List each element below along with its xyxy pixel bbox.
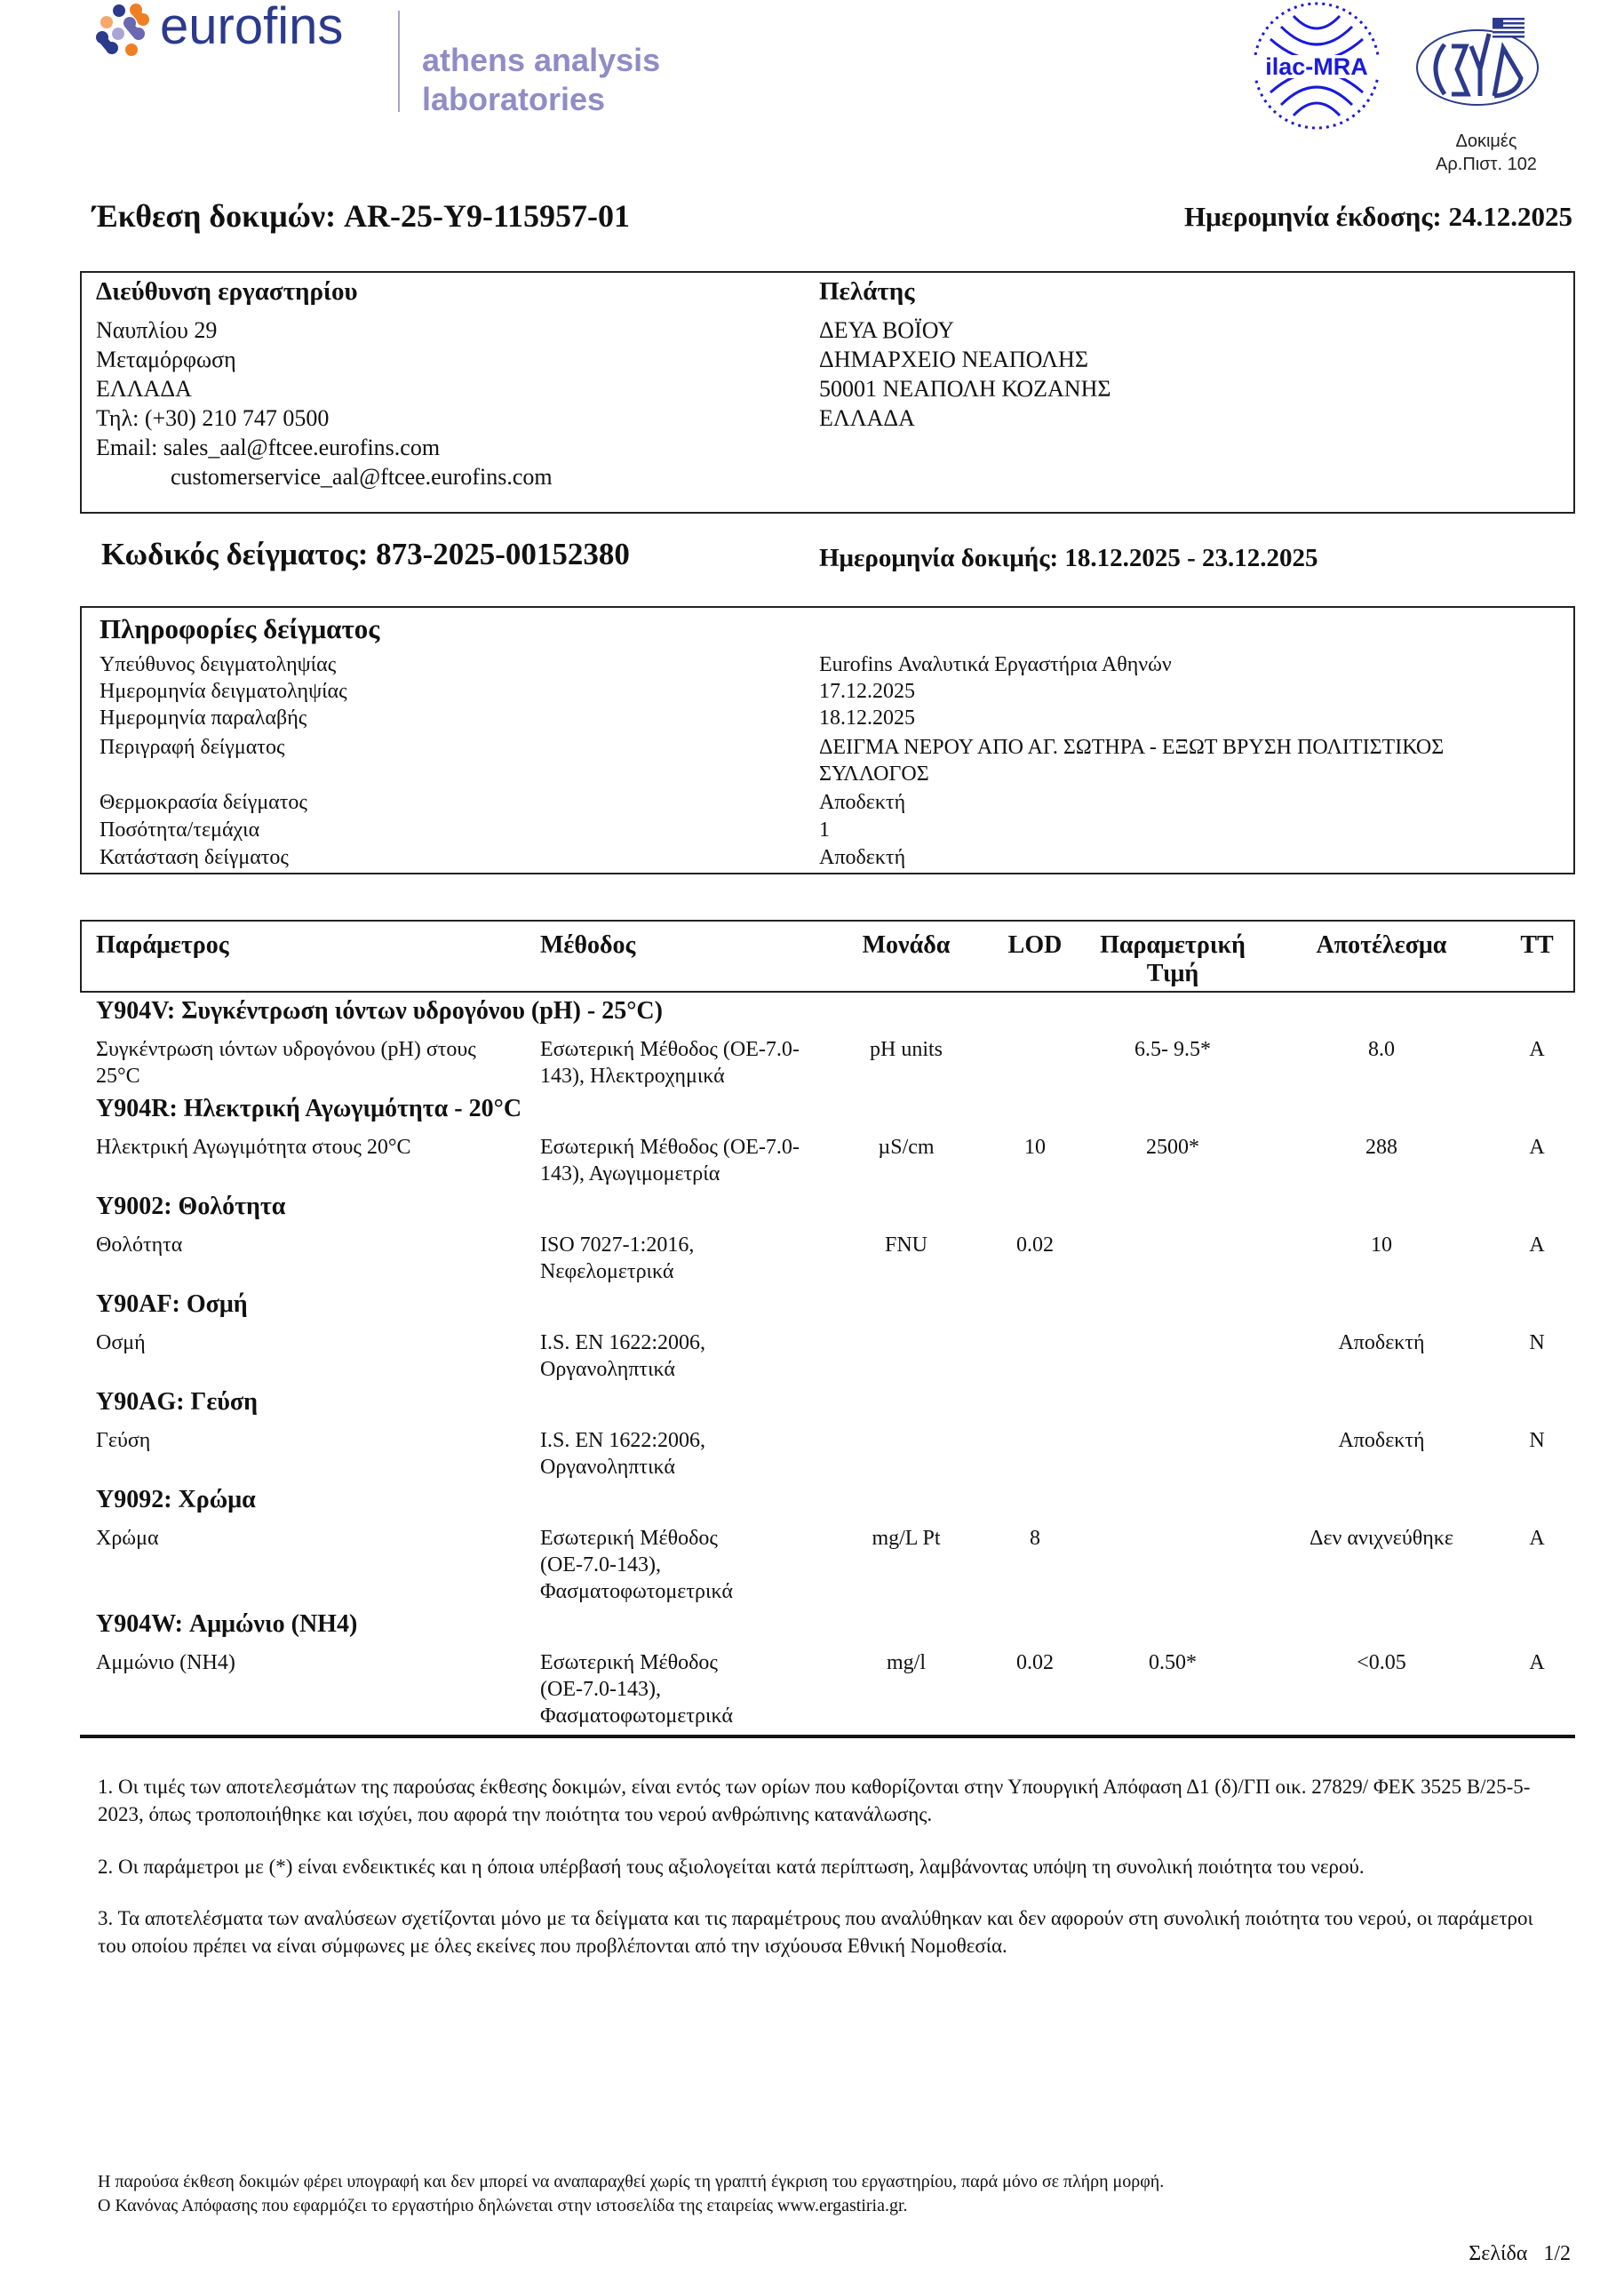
result-value: Αποδεκτή [1338, 1429, 1425, 1452]
lab-phone: Τηλ: (+30) 210 747 0500 [96, 405, 330, 431]
lab-email: Email: sales_aal@ftcee.eurofins.com [96, 435, 441, 460]
result-parameter: Χρώμα [96, 1527, 159, 1550]
result-unit: FNU [884, 1233, 927, 1257]
info-value: 18.12.2025 [819, 706, 915, 730]
result-parameter: Αμμώνιο (NH4) [96, 1651, 235, 1674]
result-group-title: Y904W: Αμμώνιο (NH4) [96, 1610, 358, 1638]
result-lod: 0.02 [1016, 1233, 1054, 1257]
result-value: Αποδεκτή [1338, 1331, 1425, 1354]
column-header-method: Μέθοδος [540, 931, 636, 959]
column-header-unit: Μονάδα [862, 931, 951, 959]
column-header-parametric-value-line1: Παραμετρική [1100, 931, 1246, 959]
logo-divider [398, 11, 400, 112]
info-value: Αποδεκτή [819, 791, 906, 814]
result-parameter: Συγκέντρωση ιόντων υδρογόνου (pH) στους 25°C [96, 1038, 476, 1088]
result-method: Εσωτερική Μέθοδος (ΟΕ-7.0-143), Αγωγιμομετρία [540, 1136, 800, 1185]
result-parameter: Θολότητα [96, 1233, 183, 1257]
greek-flag-icon [1493, 18, 1524, 38]
result-lod: 10 [1024, 1136, 1046, 1159]
result-group-title: Y90AF: Οσμή [96, 1290, 248, 1318]
brand-subtitle-line2: laboratories [422, 81, 606, 117]
client-line: ΕΛΛΑΔΑ [819, 405, 915, 431]
accreditation-type: Δοκιμές [1455, 132, 1517, 151]
client-line: 50001 ΝΕΑΠΟΛΗ ΚΟΖΑΝΗΣ [819, 376, 1111, 402]
info-key: Υπεύθυνος δειγματοληψίας [100, 653, 337, 676]
info-key: Περιγραφή δείγματος [100, 736, 285, 759]
result-tt: N [1529, 1331, 1545, 1354]
accreditation-number: Αρ.Πιστ. 102 [1436, 155, 1537, 174]
info-value: ΔΕΙΓΜΑ ΝΕΡΟΥ ΑΠΟ ΑΓ. ΣΩΤΗΡΑ - ΕΞΩΤ ΒΡΥΣΗ ΠΟΛΙΤΙΣΤΙΚΟΣ ΣΥΛΛΟΓΟΣ [819, 736, 1445, 786]
result-group-title: Y904V: Συγκέντρωση ιόντων υδρογόνου (pH) - 25°C) [96, 997, 663, 1025]
result-value: Δεν ανιχνεύθηκε [1310, 1527, 1453, 1550]
result-group-title: Y90AG: Γεύση [96, 1388, 258, 1416]
brand-name: eurofins [160, 0, 344, 55]
lab-address-line: Ναυπλίου 29 [96, 317, 218, 343]
result-lod: 0.02 [1016, 1651, 1054, 1674]
accreditation-text [1420, 130, 1553, 176]
info-value: Αποδεκτή [819, 846, 906, 869]
eurofins-logo-icon [94, 2, 153, 59]
result-method: Εσωτερική Μέθοδος (ΟΕ-7.0-143), Φασματοφωτομετρικά [540, 1527, 733, 1603]
result-parameter: Ηλεκτρική Αγωγιμότητα στους 20°C [96, 1136, 411, 1159]
result-method: Εσωτερική Μέθοδος (ΟΕ-7.0-143), Φασματοφωτομετρικά [540, 1651, 733, 1728]
page-number: Σελίδα 1/2 [1469, 2242, 1571, 2265]
result-method: I.S. EN 1622:2006, Οργανοληπτικά [540, 1331, 705, 1381]
result-value: <0.05 [1357, 1651, 1406, 1674]
footer-disclaimer [98, 2170, 1164, 2218]
result-parametric-value: 6.5- 9.5* [1134, 1038, 1211, 1061]
lab-email-secondary: customerservice_aal@ftcee.eurofins.com [171, 464, 553, 490]
info-key: Ημερομηνία παραλαβής [100, 706, 307, 730]
client-line: ΔΕΥΑ ΒΟΪΟΥ [819, 317, 954, 343]
svg-text:ilac-MRA: ilac-MRA [1265, 53, 1368, 80]
issue-date: Ημερομηνία έκδοσης: 24.12.2025 [1184, 201, 1572, 232]
footer-line-1: Η παρούσα έκθεση δοκιμών φέρει υπογραφή και δεν μπορεί να αναπαραχθεί χωρίς τη γραπτή έγκριση του εργαστηρίου, παρά μόνο σε πλήρη μορφή. [98, 2172, 1165, 2191]
column-header-tt: TT [1520, 931, 1554, 959]
result-unit: µS/cm [878, 1136, 935, 1159]
column-header-parameter: Παράμετρος [96, 931, 229, 959]
result-value: 8.0 [1368, 1038, 1395, 1061]
result-parameter: Οσμή [96, 1331, 146, 1354]
info-value: Eurofins Αναλυτικά Εργαστήρια Αθηνών [819, 653, 1172, 676]
result-tt: N [1529, 1429, 1545, 1452]
result-group-title: Y904R: Ηλεκτρική Αγωγιμότητα - 20°C [96, 1095, 522, 1122]
result-tt: A [1529, 1136, 1545, 1159]
ilac-mra-logo-icon [1251, 0, 1382, 132]
info-value: 17.12.2025 [819, 680, 915, 703]
result-group-title: Y9002: Θολότητα [96, 1193, 286, 1220]
result-unit: pH units [869, 1038, 943, 1061]
test-date: Ημερομηνία δοκιμής: 18.12.2025 - 23.12.2025 [819, 544, 1318, 572]
sample-info-title: Πληροφορίες δείγματος [100, 613, 380, 644]
result-group-title: Y9092: Χρώμα [96, 1486, 256, 1513]
result-value: 288 [1365, 1136, 1397, 1159]
note-3: 3. Τα αποτελέσματα των αναλύσεων σχετίζονται μόνο με τα δείγματα και τις παραμέτρους που αναλύθηκαν και δεν αφορούν στη συνολική ποιότητα του νερού, οι παράμετροι του οποίου πρέπει να είναι σύμφωνες με όλες εκείνες που προβλέπονται από την ισχύουσα Εθνική Νομοθεσία. [98, 1907, 1533, 1957]
result-unit: mg/L Pt [872, 1527, 941, 1550]
info-key: Θερμοκρασία δείγματος [100, 791, 307, 814]
column-header-parametric-value [1088, 931, 1257, 988]
note-1: 1. Οι τιμές των αποτελεσμάτων της παρούσας έκθεσης δοκιμών, είναι εντός των ορίων που καθορίζονται στην Υπουργική Απόφαση Δ1 (δ)/ΓΠ οικ. 27829/ ΦΕΚ 3525 Β/25-5-2023, όπως τροποποιήθηκε και ισχύει, που αφορά την ποιότητα του νερού ανθρώπινης κατανάλωσης. [98, 1776, 1531, 1825]
result-tt: A [1529, 1038, 1545, 1061]
result-unit: mg/l [886, 1651, 926, 1674]
result-method: Εσωτερική Μέθοδος (ΟΕ-7.0-143), Ηλεκτροχημικά [540, 1038, 800, 1088]
lab-address-line: Μεταμόρφωση [96, 347, 236, 372]
table-bottom-rule [80, 1735, 1575, 1738]
client-address [819, 277, 1111, 433]
column-header-result: Αποτέλεσμα [1316, 931, 1447, 959]
footer-line-2: Ο Κανόνας Απόφασης που εφαρμόζει το εργαστήριο δηλώνεται στην ιστοσελίδα της εταιρείας www.ergastiria.gr. [98, 2196, 908, 2215]
brand-subtitle [422, 41, 660, 119]
info-key: Ημερομηνία δειγματοληψίας [100, 680, 347, 703]
result-tt: A [1529, 1527, 1545, 1550]
info-value: 1 [819, 818, 830, 842]
sample-code: Κωδικός δείγματος: 873-2025-00152380 [101, 537, 630, 571]
lab-address [96, 277, 553, 491]
result-tt: A [1529, 1651, 1545, 1674]
result-value: 10 [1371, 1233, 1392, 1257]
result-tt: A [1529, 1233, 1545, 1257]
esyd-logo-icon [1414, 16, 1540, 108]
lab-address-title: Διεύθυνση εργαστηρίου [96, 277, 358, 306]
client-title: Πελάτης [819, 277, 915, 306]
column-header-lod: LOD [1007, 931, 1063, 959]
result-lod: 8 [1030, 1527, 1040, 1550]
note-2: 2. Οι παράμετροι με (*) είναι ενδεικτικές και η όποια υπέρβασή τους αξιολογείται κατά περίπτωση, λαμβάνοντας υπόψη τη συνολική ποιότητα του νερού. [98, 1856, 1365, 1878]
result-method: ISO 7027-1:2016, Νεφελομετρικά [540, 1233, 695, 1283]
result-parametric-value: 2500* [1146, 1136, 1199, 1159]
brand-subtitle-line1: athens analysis [422, 42, 661, 78]
info-key: Ποσότητα/τεμάχια [100, 818, 260, 842]
column-header-parametric-value-line2: Τιμή [1146, 960, 1199, 987]
info-key: Κατάσταση δείγματος [100, 846, 289, 869]
result-method: I.S. EN 1622:2006, Οργανοληπτικά [540, 1429, 705, 1479]
result-parametric-value: 0.50* [1149, 1651, 1197, 1674]
client-line: ΔΗΜΑΡΧΕΙΟ ΝΕΑΠΟΛΗΣ [819, 347, 1088, 372]
result-parameter: Γεύση [96, 1429, 151, 1452]
report-title: Έκθεση δοκιμών: AR-25-Y9-115957-01 [92, 198, 631, 234]
lab-address-line: ΕΛΛΑΔΑ [96, 376, 192, 402]
